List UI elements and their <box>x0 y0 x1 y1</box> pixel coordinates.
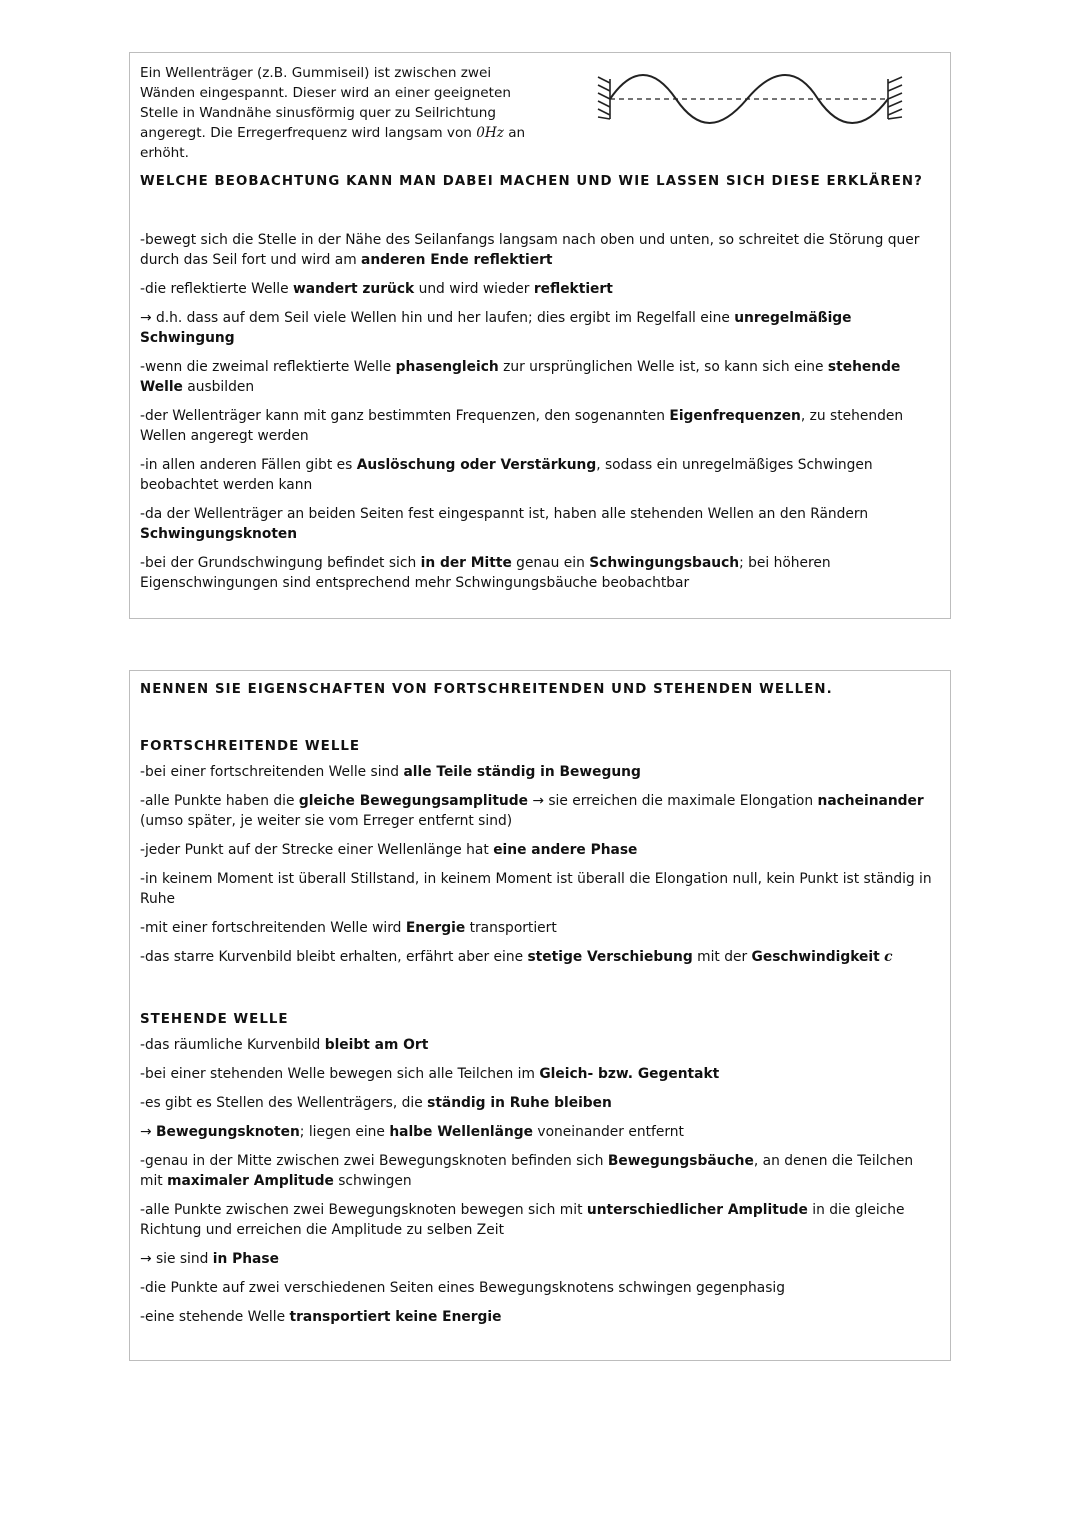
answer-item: -da der Wellenträger an beiden Seiten fest eingespannt ist, haben alle stehenden Wellen an den Rändern Schwingungsknoten <box>140 506 869 542</box>
list-item: → Bewegungsknoten; liegen eine halbe Wellenlänge voneinander entfernt <box>140 1124 684 1140</box>
velocity-symbol: c <box>884 949 893 965</box>
list-item: → sie sind in Phase <box>140 1251 279 1267</box>
wave-diagram <box>592 69 912 131</box>
answer-item: -wenn die zweimal reflektierte Welle phasengleich zur ursprünglichen Welle ist, so kann sich eine stehende Welle ausbilden <box>140 359 901 395</box>
progressive-wave-section <box>140 739 938 976</box>
list-item: -bei einer stehenden Welle bewegen sich alle Teilchen im Gleich- bzw. Gegentakt <box>140 1066 720 1082</box>
question-card-observation <box>129 52 951 619</box>
list-item: -die Punkte auf zwei verschiedenen Seiten eines Bewegungsknotens schwingen gegenphasig <box>140 1280 786 1296</box>
list-item: -in keinem Moment ist überall Stillstand, in keinem Moment ist überall die Elongation null, kein Punkt ist ständig in Ruhe <box>140 871 932 907</box>
intro-text: Ein Wellenträger (z.B. Gummiseil) ist zwischen zwei Wänden eingespannt. Dieser wird an einer geeigneten Stelle in Wandnähe sinusförmig quer zu Seilrichtung angeregt. Die Erregerfrequenz wird langsam von 0Hz an erhöht. <box>140 65 526 161</box>
section-heading: STEHENDE WELLE <box>140 1012 289 1027</box>
question-card-properties <box>129 670 951 1361</box>
question-title: NENNEN SIE EIGENSCHAFTEN VON FORTSCHREITENDEN UND STEHENDEN WELLEN. <box>140 682 833 697</box>
answer-list <box>140 230 938 602</box>
answer-item: -die reflektierte Welle wandert zurück und wird wieder reflektiert <box>140 281 613 297</box>
answer-item: -bewegt sich die Stelle in der Nähe des Seilanfangs langsam nach oben und unten, so schreitet die Störung quer durch das Seil fort und wird am anderen Ende reflektiert <box>140 232 920 268</box>
answer-item: -der Wellenträger kann mit ganz bestimmten Frequenzen, den sogenannten Eigenfrequenzen, zu stehenden Wellen angeregt werden <box>140 408 904 444</box>
frequency-symbol: 0Hz <box>476 125 504 141</box>
answer-item: -bei der Grundschwingung befindet sich in der Mitte genau ein Schwingungsbauch; bei höheren Eigenschwingungen sind entsprechend mehr Schwingungsbäuche beobachtbar <box>140 555 831 591</box>
list-item: -bei einer fortschreitenden Welle sind alle Teile ständig in Bewegung <box>140 764 641 780</box>
answer-item: -in allen anderen Fällen gibt es Auslöschung oder Verstärkung, sodass ein unregelmäßiges Schwingen beobachtet werden kann <box>140 457 873 493</box>
list-item: -alle Punkte haben die gleiche Bewegungsamplitude → sie erreichen die maximale Elongation nacheinander (umso später, je weiter sie vom Erreger entfernt sind) <box>140 793 924 829</box>
list-item: -genau in der Mitte zwischen zwei Bewegungsknoten befinden sich Bewegungsbäuche, an denen die Teilchen mit maximaler Amplitude schwingen <box>140 1153 914 1189</box>
list-item: -das starre Kurvenbild bleibt erhalten, erfährt aber eine stetige Verschiebung mit der Geschwindigkeit c <box>140 949 893 965</box>
answer-item: → d.h. dass auf dem Seil viele Wellen hin und her laufen; dies ergibt im Regelfall eine unregelmäßige Schwingung <box>140 310 852 346</box>
list-item: -es gibt es Stellen des Wellenträgers, die ständig in Ruhe bleiben <box>140 1095 612 1111</box>
list-item: -das räumliche Kurvenbild bleibt am Ort <box>140 1037 429 1053</box>
list-item: -mit einer fortschreitenden Welle wird Energie transportiert <box>140 920 557 936</box>
list-item: -eine stehende Welle transportiert keine Energie <box>140 1309 502 1325</box>
list-item: -jeder Punkt auf der Strecke einer Wellenlänge hat eine andere Phase <box>140 842 638 858</box>
right-wall-hatching <box>888 77 902 119</box>
question-title: WELCHE BEOBACHTUNG KANN MAN DABEI MACHEN UND WIE LASSEN SICH DIESE ERKLÄREN? <box>140 174 923 189</box>
standing-wave-section <box>140 1012 938 1336</box>
section-heading: FORTSCHREITENDE WELLE <box>140 739 361 754</box>
list-item: -alle Punkte zwischen zwei Bewegungsknoten bewegen sich mit unterschiedlicher Amplitude in die gleiche Richtung und erreichen die Amplitude zu selben Zeit <box>140 1202 905 1238</box>
left-wall-hatching <box>598 77 610 119</box>
